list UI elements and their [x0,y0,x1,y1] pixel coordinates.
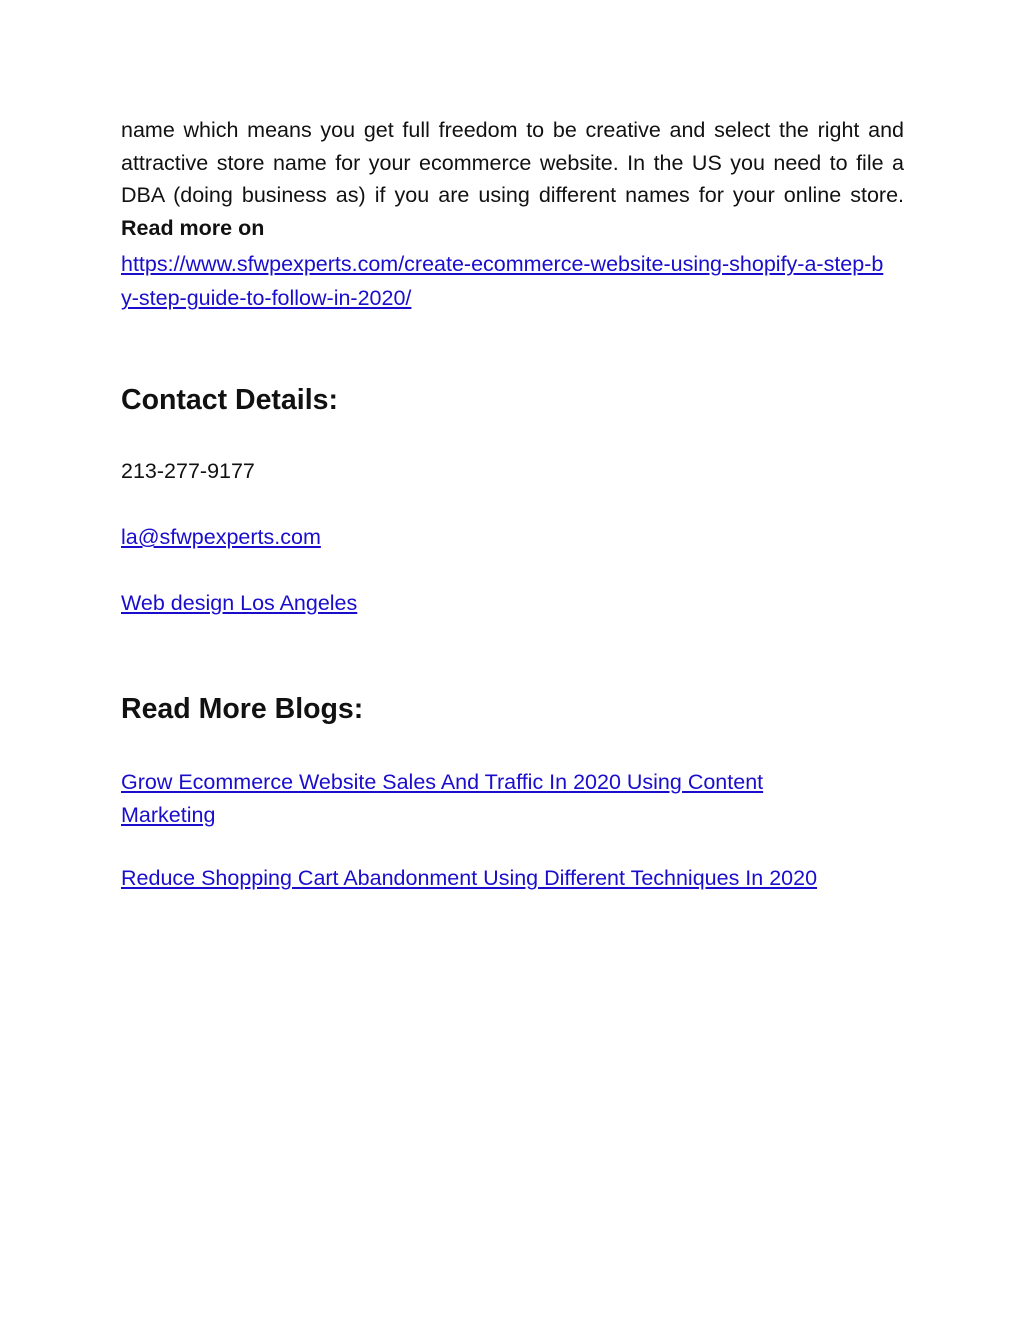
read-more-label: Read more on [121,215,265,240]
article-url-link[interactable]: https://www.sfwpexperts.com/create-ecommerce-website-using-shopify-a-step-by-step-guide-to-follow-in-2020/ [121,252,884,311]
web-design-link[interactable]: Web design Los Angeles [121,591,358,615]
contact-details-heading: Contact Details: [121,384,338,416]
phone-number: 213-277-9177 [121,459,255,483]
document-page [121,114,904,890]
intro-text: name which means you get full freedom to be creative and select the right and attractive store name for your ecommerce website. In the US you need to file a DBA (doing business as) if you are using different names for your online store. [121,118,904,208]
intro-paragraph [121,114,904,244]
blog-link-content-marketing[interactable]: Grow Ecommerce Website Sales And Traffic In 2020 Using Content Marketing [121,770,764,827]
email-link[interactable]: la@sfwpexperts.com [121,525,321,549]
blog-link-cart-abandonment[interactable]: Reduce Shopping Cart Abandonment Using Different Techniques In 2020 [121,866,818,890]
read-more-blogs-heading: Read More Blogs: [121,693,364,725]
